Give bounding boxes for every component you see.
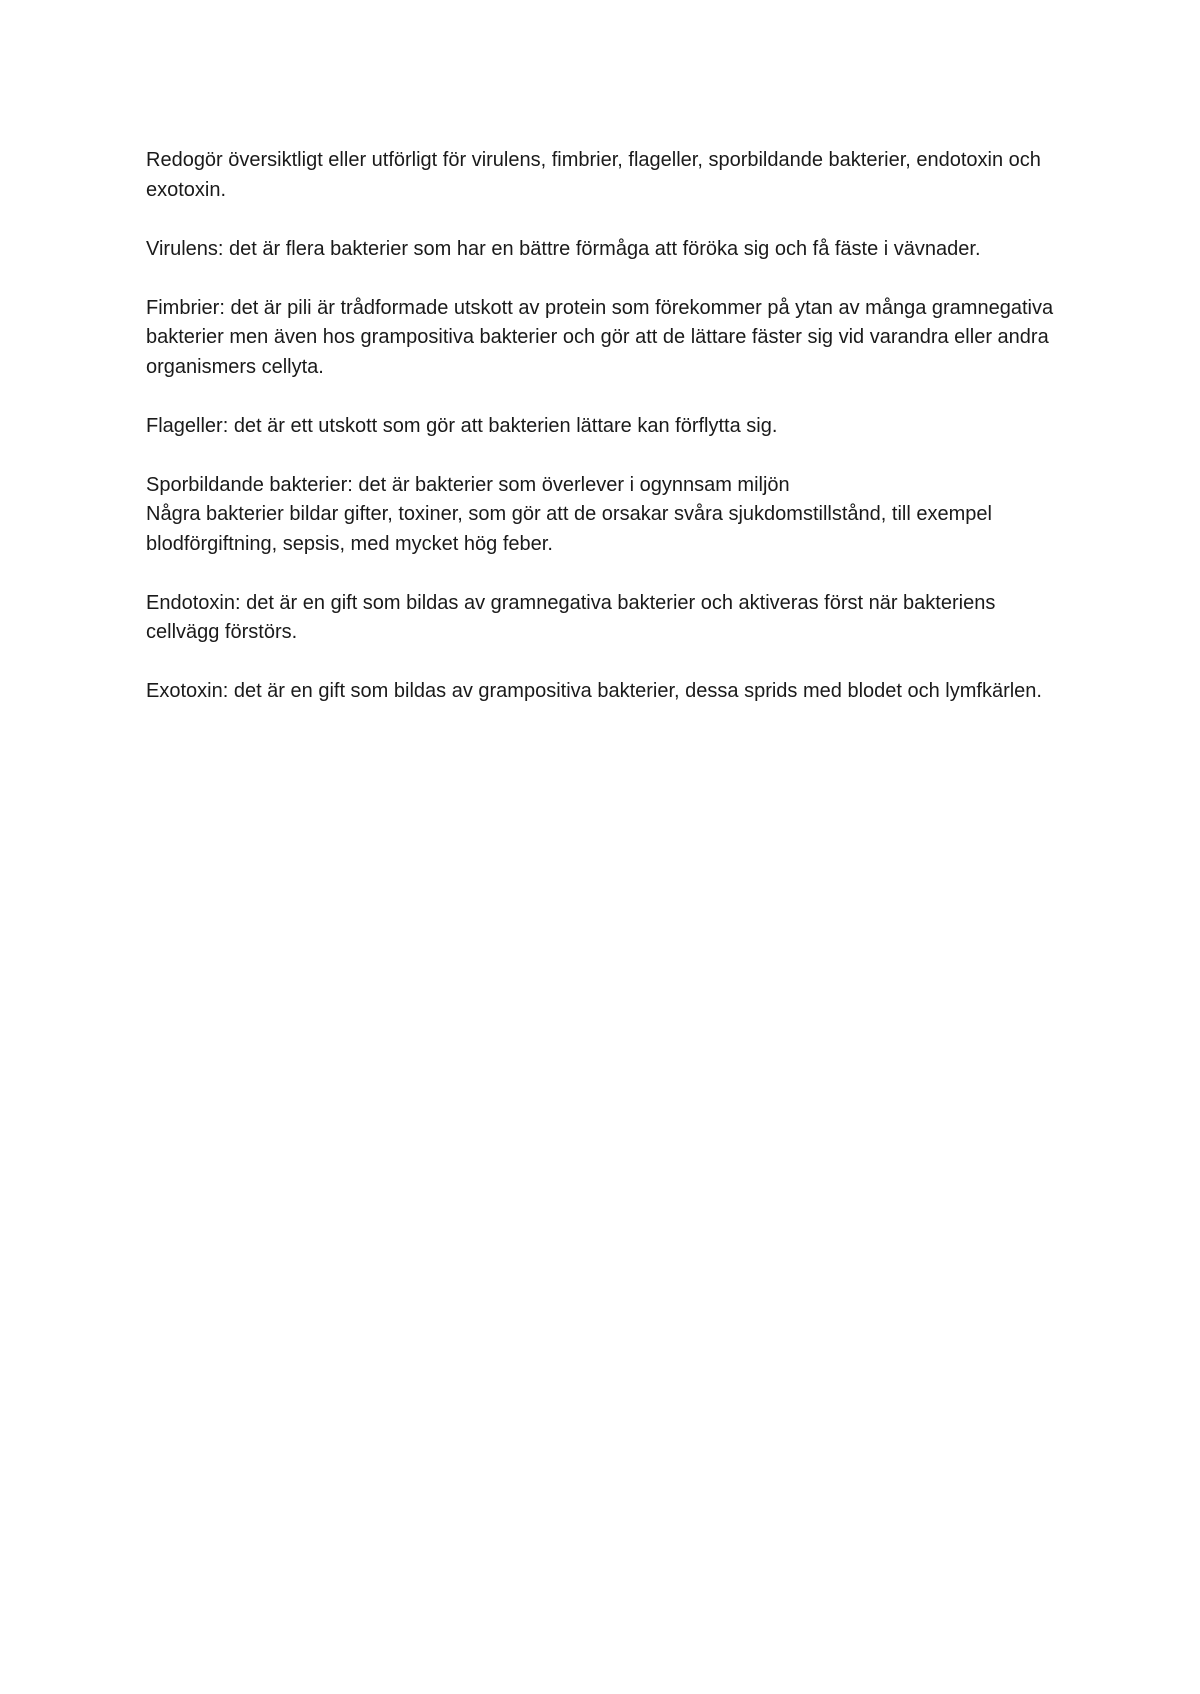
fimbrier-paragraph: Fimbrier: det är pili är trådformade utskott av protein som förekommer på ytan av många gramnegativa bakterier men även hos grampositiva bakterier och gör att de lättare fäster sig vid varandra eller andra organismers cellyta. xyxy=(146,296,1054,378)
virulens-paragraph: Virulens: det är flera bakterier som har en bättre förmåga att föröka sig och få fäste i vävnader. xyxy=(146,237,981,260)
endotoxin-paragraph: Endotoxin: det är en gift som bildas av gramnegativa bakterier och aktiveras först när bakteriens cellvägg förstörs. xyxy=(146,591,996,643)
exotoxin-paragraph: Exotoxin: det är en gift som bildas av grampositiva bakterier, dessa sprids med blodet och lymfkärlen. xyxy=(146,680,1042,702)
toxiner-paragraph: Några bakterier bildar gifter, toxiner, som gör att de orsakar svåra sjukdomstillstånd, till exempel blodförgiftning, sepsis, med mycket hög feber. xyxy=(146,503,992,555)
flageller-paragraph: Flageller: det är ett utskott som gör att bakterien lättare kan förflytta sig. xyxy=(146,414,778,437)
question-paragraph: Redogör översiktligt eller utförligt för virulens, fimbrier, flageller, sporbildande bakterier, endotoxin och exotoxin. xyxy=(146,149,1041,201)
sporbildande-paragraph: Sporbildande bakterier: det är bakterier som överlever i ogynnsam miljön xyxy=(146,473,790,496)
document-body xyxy=(146,146,1066,736)
